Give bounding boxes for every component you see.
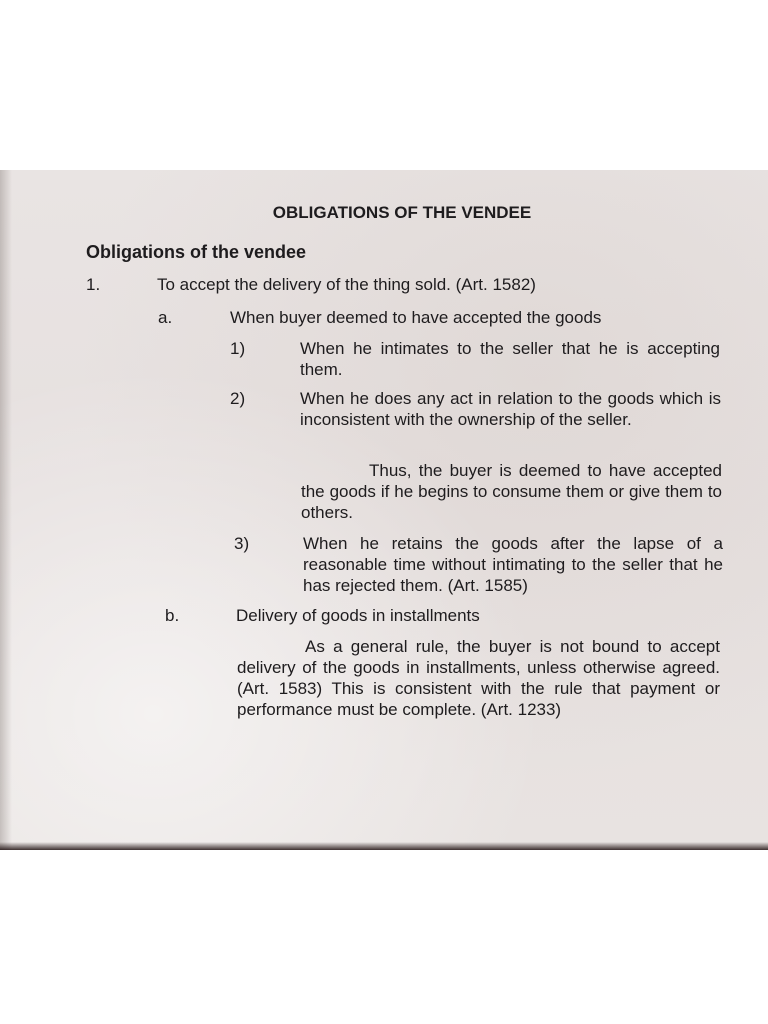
- section-heading: Obligations of the vendee: [86, 242, 307, 262]
- item-1-number: 1.: [86, 275, 101, 294]
- document-page: [0, 170, 768, 850]
- subitem-3-number: 3): [234, 534, 250, 553]
- item-a-letter: a.: [158, 308, 173, 327]
- subitem-3-text: When he retains the goods after the lapse of a reasonable time without intimating to the seller that he has rejected them. (Art. 1585): [303, 534, 723, 595]
- item-b-letter: b.: [165, 606, 180, 625]
- document-title: OBLIGATIONS OF THE VENDEE: [272, 203, 532, 222]
- page-bottom-edge: [0, 842, 768, 850]
- subitem-1-number: 1): [230, 339, 246, 358]
- subitem-2-number: 2): [230, 389, 246, 408]
- item-1-text: To accept the delivery of the thing sold. (Art. 1582): [157, 275, 536, 294]
- subitem-2-text: When he does any act in relation to the goods which is inconsistent with the ownership of the seller.: [300, 389, 721, 429]
- item-a-text: When buyer deemed to have accepted the goods: [230, 308, 602, 327]
- document-body: [0, 170, 768, 850]
- item-b-text: Delivery of goods in installments: [236, 606, 480, 625]
- subitem-1-text: When he intimates to the seller that he is accepting them.: [300, 339, 720, 379]
- item-b-paragraph: As a general rule, the buyer is not bound to accept delivery of the goods in installments, unless otherwise agreed. (Art. 1583) This is consistent with the rule that payment or performance must be complete. (Art. 1233): [237, 637, 720, 719]
- subitem-note: Thus, the buyer is deemed to have accepted the goods if he begins to consume them or give them to others.: [301, 461, 722, 522]
